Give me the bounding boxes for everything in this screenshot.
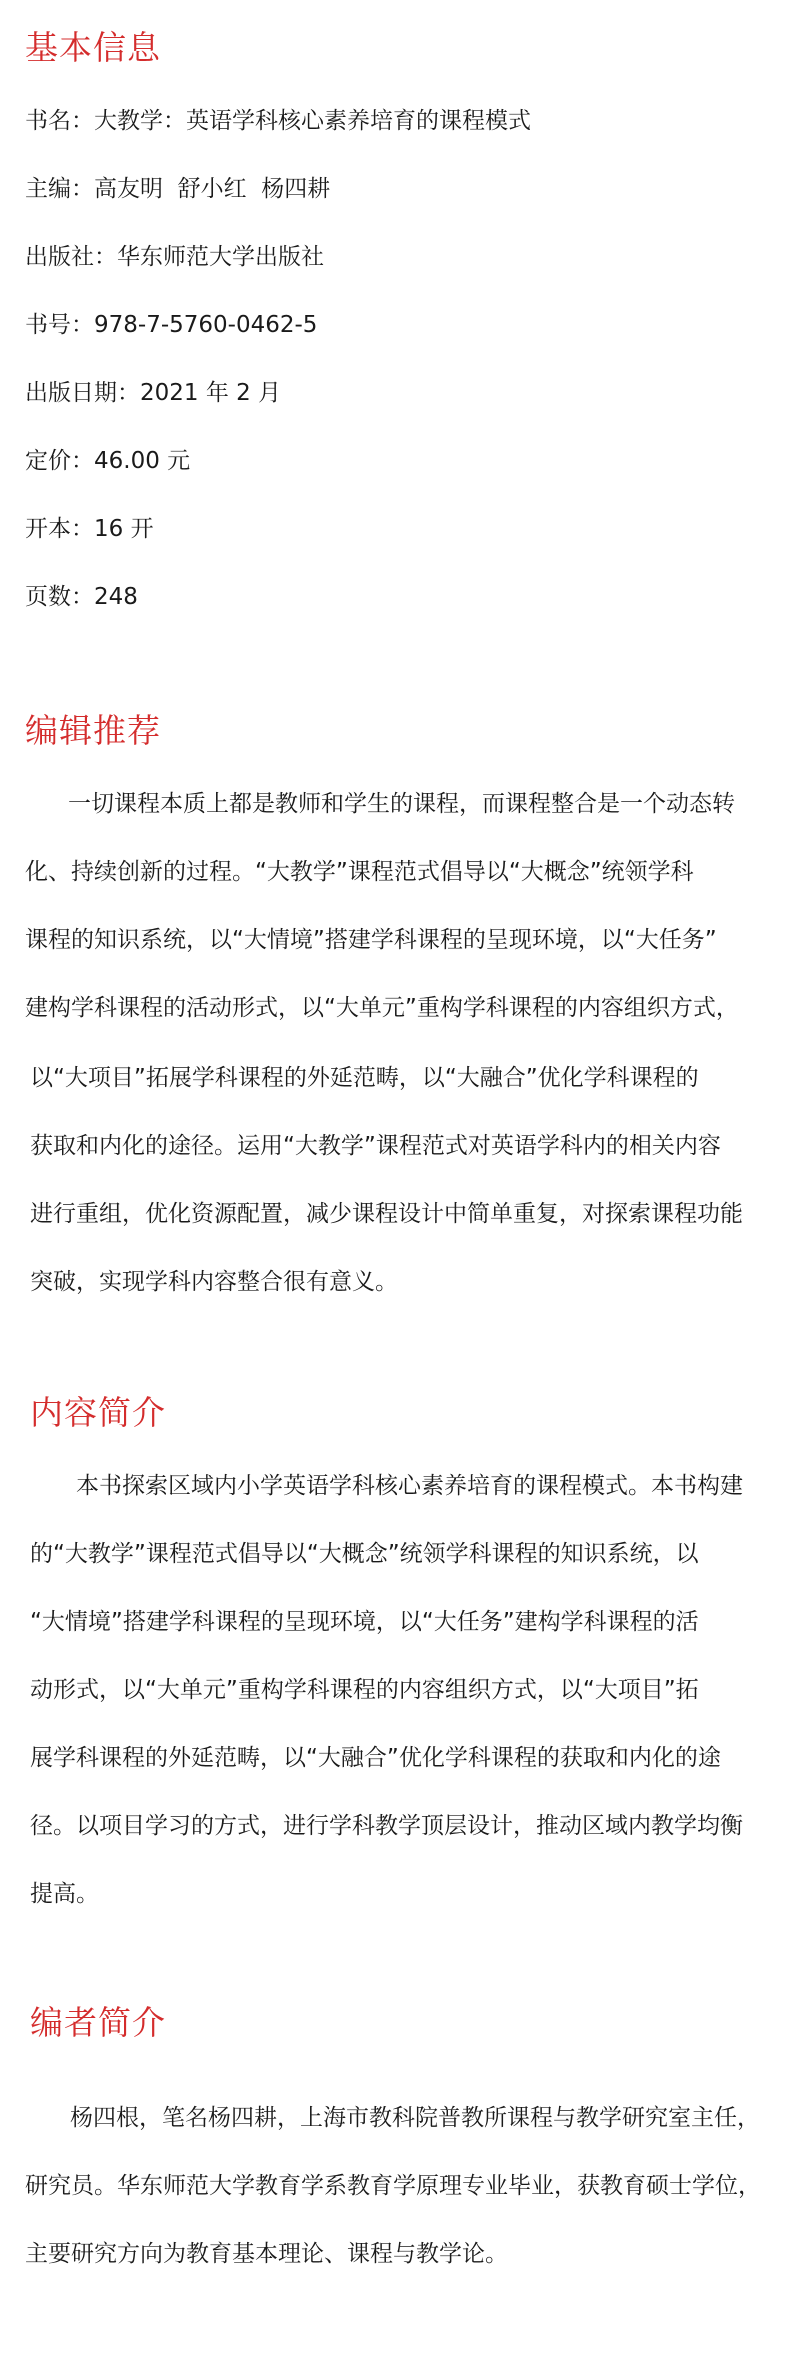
intro-line: “大情境”搭建学科课程的呈现环境，以“大任务”建构学科课程的活: [30, 1609, 699, 1635]
info-isbn: [25, 306, 317, 339]
recommend-line: 课程的知识系统，以“大情境”搭建学科课程的呈现环境，以“大任务”: [25, 927, 717, 953]
recommend-line: 以“大项目”拓展学科课程的外延范畴，以“大融合”优化学科课程的: [30, 1065, 699, 1091]
info-label: 书号：: [25, 312, 94, 338]
info-value: 248: [94, 584, 138, 610]
recommend-line: 建构学科课程的活动形式，以“大单元”重构学科课程的内容组织方式，: [25, 995, 739, 1021]
recommend-line: 突破，实现学科内容整合很有意义。: [30, 1269, 398, 1295]
heading-recommend: 编辑推荐: [25, 711, 161, 750]
intro-line: 径。以项目学习的方式，进行学科教学顶层设计，推动区域内教学均衡: [30, 1813, 743, 1839]
info-value: 高友明 舒小红 杨四耕: [94, 176, 331, 202]
recommend-line: 一切课程本质上都是教师和学生的课程，而课程整合是一个动态转: [68, 791, 735, 817]
info-label: 出版日期：: [25, 380, 140, 406]
editor-line: 主要研究方向为教育基本理论、课程与教学论。: [25, 2241, 508, 2267]
recommend-line: 进行重组，优化资源配置，减少课程设计中简单重复，对探索课程功能: [30, 1201, 743, 1227]
info-label: 出版社：: [25, 244, 117, 270]
info-publisher: [25, 238, 324, 271]
heading-editor: 编者简介: [30, 2003, 166, 2042]
intro-line: 动形式，以“大单元”重构学科课程的内容组织方式，以“大项目”拓: [30, 1677, 699, 1703]
info-label: 页数：: [25, 584, 94, 610]
info-pages: [25, 578, 138, 611]
intro-line: 的“大教学”课程范式倡导以“大概念”统领学科课程的知识系统，以: [30, 1541, 699, 1567]
editor-line: 杨四根，笔名杨四耕，上海市教科院普教所课程与教学研究室主任，: [70, 2105, 760, 2131]
recommend-line: 化、持续创新的过程。“大教学”课程范式倡导以“大概念”统领学科: [25, 859, 694, 885]
intro-line: 提高。: [30, 1881, 99, 1907]
info-format: [25, 510, 154, 543]
recommend-line: 获取和内化的途径。运用“大教学”课程范式对英语学科内的相关内容: [30, 1133, 721, 1159]
info-label: 书名：: [25, 108, 94, 134]
intro-line: 展学科课程的外延范畴，以“大融合”优化学科课程的获取和内化的途: [30, 1745, 721, 1771]
heading-basic-info: 基本信息: [25, 28, 161, 67]
info-value: 16 开: [94, 516, 154, 542]
info-value: 大教学：英语学科核心素养培育的课程模式: [94, 108, 531, 134]
info-label: 主编：: [25, 176, 94, 202]
info-price: [25, 442, 190, 475]
info-value: 46.00 元: [94, 448, 191, 474]
editor-line: 研究员。华东师范大学教育学系教育学原理专业毕业，获教育硕士学位，: [25, 2173, 761, 2199]
info-value: 2021 年 2 月: [140, 380, 282, 406]
info-date: [25, 374, 281, 407]
intro-line: 本书探索区域内小学英语学科核心素养培育的课程模式。本书构建: [76, 1473, 743, 1499]
info-editors: [25, 170, 330, 203]
info-label: 定价：: [25, 448, 94, 474]
info-value: 华东师范大学出版社: [117, 244, 324, 270]
info-label: 开本：: [25, 516, 94, 542]
heading-intro: 内容简介: [30, 1393, 166, 1432]
info-value: 978-7-5760-0462-5: [94, 312, 318, 338]
info-title: [25, 102, 531, 135]
